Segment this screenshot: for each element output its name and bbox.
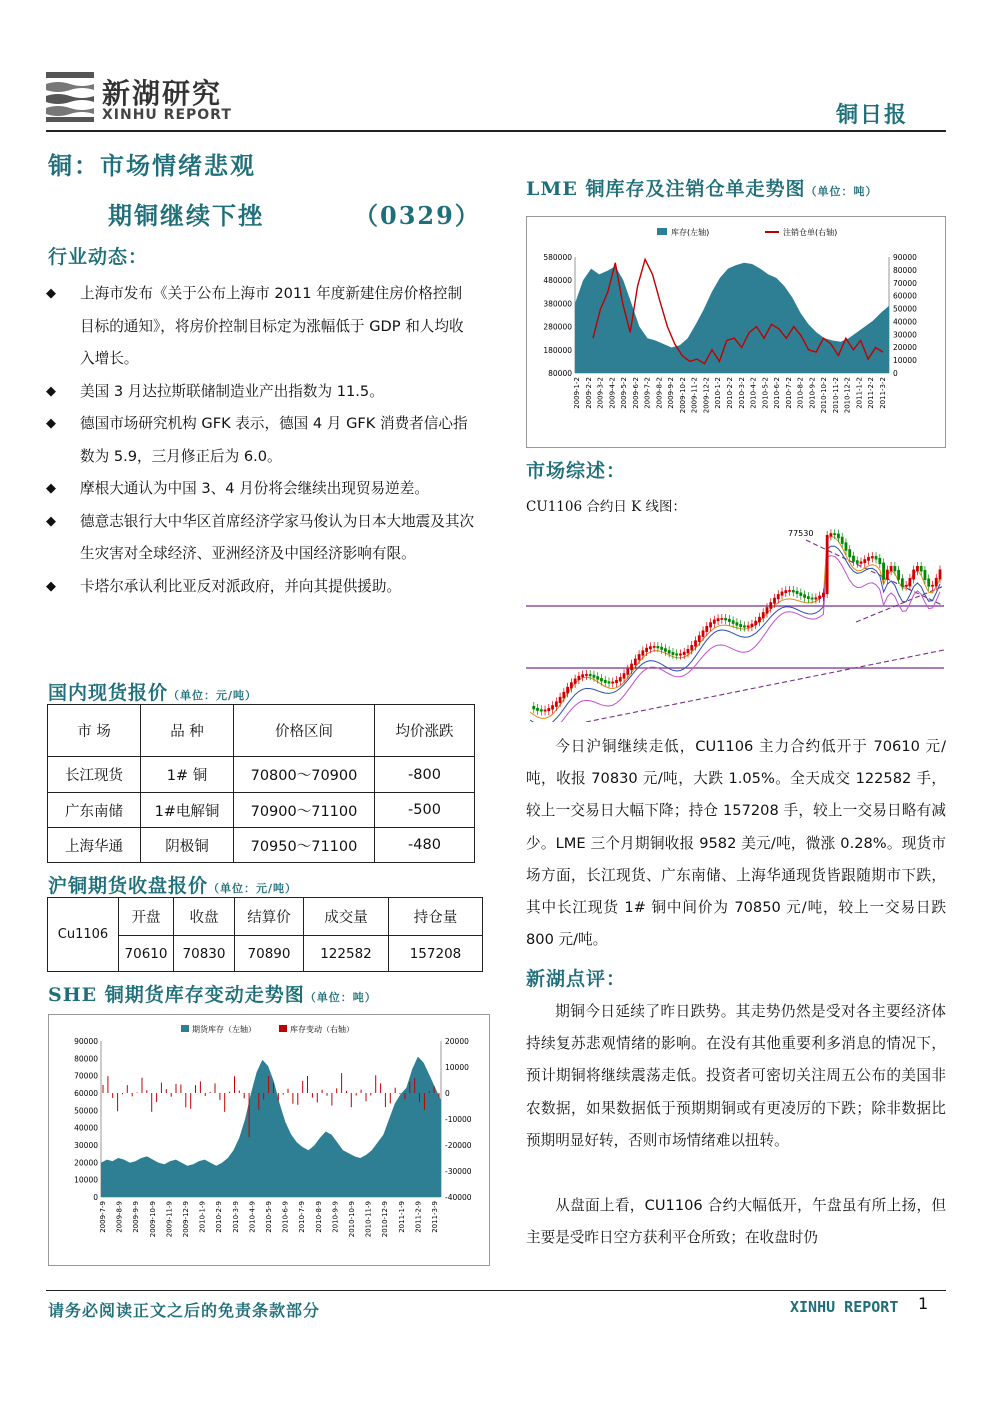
candle-body bbox=[562, 692, 565, 698]
list-item: ◆ 卡塔尔承认利比亚反对派政府，并向其提供援助。 bbox=[46, 571, 476, 604]
candle-body bbox=[713, 620, 716, 624]
candle-body bbox=[848, 549, 851, 557]
contract-cell: Cu1106 bbox=[48, 898, 119, 972]
x-tick-label: 2010-9-9 bbox=[331, 1201, 340, 1233]
x-tick-label: 2011-1-2 bbox=[855, 377, 864, 409]
candle-body bbox=[803, 594, 806, 597]
candle-body bbox=[615, 680, 618, 683]
legend-label: 库存变动（右轴） bbox=[290, 1025, 354, 1034]
candle-body bbox=[702, 630, 705, 636]
candle-body bbox=[566, 687, 569, 693]
candle-body bbox=[611, 682, 614, 684]
candle-body bbox=[758, 617, 761, 622]
report-type: 铜日报 bbox=[836, 103, 909, 128]
table-header: 收盘 bbox=[174, 898, 235, 936]
right-tick-label: 70000 bbox=[893, 278, 917, 288]
candle-body bbox=[645, 648, 648, 652]
footer-rule bbox=[46, 1290, 946, 1291]
candle-body bbox=[875, 556, 878, 559]
kline-title: CU1106 合约日 K 线图： bbox=[526, 499, 687, 515]
she-heading: SHE 铜期货库存变动走势图（单位：吨） bbox=[48, 984, 377, 1006]
candle-body bbox=[901, 578, 904, 586]
candle-body bbox=[863, 559, 866, 563]
x-tick-label: 2010-8-2 bbox=[796, 377, 805, 409]
x-tick-label: 2010-4-9 bbox=[248, 1201, 257, 1233]
candle-body bbox=[581, 674, 584, 677]
x-tick-label: 2011-1-9 bbox=[397, 1201, 406, 1233]
list-item: ◆ 摩根大通认为中国 3、4 月份将会继续出现贸易逆差。 bbox=[46, 473, 476, 506]
x-tick-label: 2009-3-2 bbox=[596, 377, 605, 409]
table-header: 均价涨跌 bbox=[375, 705, 475, 757]
diamond-icon: ◆ bbox=[46, 416, 56, 431]
x-tick-label: 2010-6-2 bbox=[773, 377, 782, 409]
candle-body bbox=[822, 593, 825, 597]
candle-body bbox=[830, 533, 833, 536]
candle-body bbox=[544, 710, 547, 712]
x-tick-label: 2009-7-2 bbox=[643, 377, 652, 409]
kline-peak-label: 77530 bbox=[788, 529, 814, 538]
candle-body bbox=[762, 612, 765, 618]
x-tick-label: 2010-9-2 bbox=[808, 377, 817, 409]
candle-body bbox=[867, 557, 870, 561]
candle-body bbox=[690, 645, 693, 650]
kline-chart bbox=[526, 526, 944, 722]
candle-body bbox=[724, 618, 727, 620]
candle-body bbox=[596, 676, 599, 679]
table-header: 持仓量 bbox=[389, 898, 483, 936]
x-tick-label: 2010-2-2 bbox=[726, 377, 734, 409]
lme-stock-area bbox=[575, 263, 889, 373]
candle-body bbox=[664, 648, 667, 651]
candle-body bbox=[683, 652, 686, 655]
x-tick-label: 2009-12-9 bbox=[182, 1201, 190, 1238]
industry-list bbox=[46, 278, 476, 603]
legend-swatch-area bbox=[657, 228, 667, 235]
candle-body bbox=[909, 578, 912, 586]
candle-body bbox=[841, 537, 844, 544]
candle-body bbox=[679, 654, 682, 656]
footer-brand: XINHU REPORT bbox=[790, 1298, 899, 1316]
x-tick-label: 2010-7-9 bbox=[298, 1201, 307, 1233]
candle-body bbox=[924, 570, 927, 580]
candle-body bbox=[837, 534, 840, 539]
footer-disclaimer: 请务必阅读正文之后的免责条款部分 bbox=[48, 1301, 321, 1320]
industry-heading: 行业动态： bbox=[48, 246, 149, 268]
candle-body bbox=[619, 677, 622, 681]
candle-body bbox=[732, 620, 735, 623]
futures-heading: 沪铜期货收盘报价（单位：元/吨） bbox=[48, 875, 298, 897]
left-tick-label: 80000 bbox=[548, 369, 572, 378]
candle-body bbox=[540, 709, 543, 711]
x-tick-label: 2011-3-2 bbox=[879, 377, 887, 409]
right-tick-label: 40000 bbox=[893, 317, 917, 327]
right-tick-label: 60000 bbox=[893, 291, 917, 301]
diamond-icon: ◆ bbox=[46, 481, 56, 496]
candle-body bbox=[833, 533, 836, 535]
candle-body bbox=[735, 622, 738, 625]
x-tick-label: 2010-10-9 bbox=[348, 1201, 356, 1238]
x-tick-label: 2011-3-9 bbox=[431, 1201, 439, 1233]
x-tick-label: 2010-11-9 bbox=[364, 1201, 373, 1238]
left-tick-label: 380000 bbox=[543, 299, 572, 309]
candle-body bbox=[792, 590, 795, 592]
candle-body bbox=[660, 647, 663, 650]
candle-body bbox=[916, 566, 919, 571]
lme-chart-svg bbox=[527, 217, 945, 447]
title-line2: 期铜继续下挫 bbox=[108, 201, 264, 230]
candle-body bbox=[705, 626, 708, 632]
x-tick-label: 2010-6-9 bbox=[281, 1201, 290, 1233]
candle-body bbox=[912, 570, 915, 580]
left-tick-label: 180000 bbox=[543, 345, 572, 355]
candle-body bbox=[559, 697, 562, 703]
x-tick-label: 2010-5-2 bbox=[761, 377, 770, 409]
legend-swatch-bar bbox=[279, 1025, 287, 1032]
left-tick-label: 30000 bbox=[74, 1141, 98, 1150]
candle-body bbox=[886, 570, 889, 580]
left-tick-label: 60000 bbox=[74, 1089, 98, 1098]
x-tick-label: 2011-2-2 bbox=[867, 377, 876, 409]
candle-body bbox=[593, 675, 596, 678]
candle-body bbox=[781, 592, 784, 596]
table-row: 70610 70830 70890 122582 157208 bbox=[48, 936, 483, 972]
logo-mark-icon bbox=[46, 72, 94, 122]
comment-paragraph-1: 期铜今日延续了昨日跌势。其走势仍然是受对各主要经济体持续复苏悲观情绪的影响。在没有其他重要利多消息的情况下，预计期铜将继续震荡走低。投资者可密切关注周五公布的美国非农数据，如果数据低于预期期铜或有更凌厉的下跌；除非数据比预期明显好转，否则市场情绪难以扭转。 bbox=[526, 1003, 946, 1149]
x-tick-label: 2009-9-9 bbox=[132, 1201, 141, 1233]
table-header: 价格区间 bbox=[234, 705, 375, 757]
lme-heading: LME 铜库存及注销仓单走势图（单位：吨） bbox=[526, 178, 878, 200]
she-chart bbox=[48, 1014, 490, 1266]
right-tick-label: 10000 bbox=[445, 1063, 469, 1072]
candle-body bbox=[852, 556, 855, 562]
x-tick-label: 2009-11-9 bbox=[165, 1201, 174, 1238]
x-tick-label: 2010-7-2 bbox=[784, 377, 793, 409]
candle-body bbox=[547, 708, 550, 711]
list-item: ◆ 德国市场研究机构 GFK 表示，德国 4 月 GFK 消费者信心指数为 5.9，三月修正后为 6.0。 bbox=[46, 408, 476, 473]
kline-chart-svg bbox=[526, 526, 944, 722]
header-rule bbox=[46, 130, 946, 132]
table-row: 上海华通 阴极铜 70950～71100 -480 bbox=[48, 828, 475, 863]
x-tick-label: 2010-3-9 bbox=[231, 1201, 240, 1233]
right-tick-label: 0 bbox=[893, 369, 898, 378]
x-tick-label: 2010-11-2 bbox=[831, 377, 840, 414]
candle-body bbox=[649, 646, 652, 649]
candle-body bbox=[608, 681, 611, 683]
comment-heading: 新湖点评： bbox=[526, 968, 627, 990]
candle-body bbox=[536, 708, 539, 711]
x-tick-label: 2009-4-2 bbox=[608, 377, 617, 409]
x-tick-label: 2011-2-9 bbox=[414, 1201, 423, 1233]
candle-body bbox=[769, 602, 772, 608]
x-tick-label: 2009-8-2 bbox=[655, 377, 664, 409]
logo bbox=[46, 70, 246, 126]
candle-body bbox=[777, 594, 780, 599]
candle-body bbox=[882, 563, 885, 580]
candle-body bbox=[871, 556, 874, 558]
she-stock-area bbox=[101, 1057, 441, 1197]
right-tick-label: 0 bbox=[445, 1089, 450, 1098]
candle-body bbox=[754, 621, 757, 625]
table-header: 开盘 bbox=[119, 898, 174, 936]
table-row: 广东南储 1#电解铜 70900～71100 -500 bbox=[48, 793, 475, 828]
ma-line bbox=[530, 556, 940, 722]
candle-body bbox=[585, 674, 588, 676]
candle-body bbox=[878, 558, 881, 564]
list-item: ◆ 德意志银行大中华区首席经济学家马俊认为日本大地震及其次生灾害对全球经济、亚洲经济及中国经济影响有限。 bbox=[46, 506, 476, 571]
table-header: 市 场 bbox=[48, 705, 141, 757]
candle-body bbox=[920, 566, 923, 571]
candle-body bbox=[656, 646, 659, 648]
comment-paragraph-2: 从盘面上看，CU1106 合约大幅低开，午盘虽有所上扬，但主要是受昨日空方获利平仓所致；在收盘时仍 bbox=[526, 1197, 946, 1247]
title-date: （0329） bbox=[354, 201, 481, 230]
candle-body bbox=[653, 646, 656, 648]
candle-body bbox=[893, 566, 896, 571]
x-tick-label: 2009-7-9 bbox=[99, 1201, 107, 1233]
candle-body bbox=[897, 570, 900, 580]
left-tick-label: 50000 bbox=[74, 1106, 98, 1116]
right-tick-label: 30000 bbox=[893, 330, 917, 340]
right-tick-label: -40000 bbox=[445, 1193, 472, 1202]
candle-body bbox=[574, 679, 577, 684]
candle-body bbox=[766, 607, 769, 614]
candle-body bbox=[687, 649, 690, 653]
x-tick-label: 2009-2-2 bbox=[584, 377, 593, 409]
legend-label: 库存(左轴) bbox=[671, 228, 710, 237]
trend-line bbox=[856, 586, 944, 622]
candle-body bbox=[931, 585, 934, 587]
left-tick-label: 40000 bbox=[74, 1123, 98, 1133]
candle-body bbox=[796, 591, 799, 594]
right-tick-label: -20000 bbox=[445, 1141, 472, 1150]
candle-body bbox=[709, 622, 712, 627]
candle-body bbox=[818, 596, 821, 599]
candle-body bbox=[814, 597, 817, 599]
logo-cn: 新湖研究 bbox=[102, 77, 223, 110]
market-paragraph: 今日沪铜继续走低，CU1106 主力合约低开于 70610 元/吨，收报 70830 元/吨，大跌 1.05%。全天成交 122582 手，较上一交易日大幅下降；持仓 157208 手，较上一交易日略有减少。LME 三个月期铜收报 9582 美元/吨，微涨 0.28%。现货市场方面，长江现货、广东南储、上海华通现货皆跟随期市下跌，其中长江现货 1# 铜中间价为 70850 元/吨，较上一交易日跌 800 元/吨。 bbox=[526, 738, 946, 949]
candle-body bbox=[860, 562, 863, 564]
left-tick-label: 80000 bbox=[74, 1054, 98, 1064]
table-header: 成交量 bbox=[304, 898, 389, 936]
candle-body bbox=[845, 542, 848, 550]
candle-body bbox=[799, 592, 802, 595]
x-tick-label: 2009-12-2 bbox=[702, 377, 711, 414]
legend-label: 期货库存（左轴） bbox=[192, 1025, 256, 1034]
left-tick-label: 90000 bbox=[74, 1037, 98, 1046]
candle-body bbox=[551, 705, 554, 709]
left-tick-label: 480000 bbox=[543, 276, 572, 286]
x-tick-label: 2010-8-9 bbox=[314, 1201, 323, 1233]
candle-body bbox=[694, 640, 697, 646]
candle-body bbox=[856, 560, 859, 563]
x-tick-label: 2009-5-2 bbox=[620, 377, 629, 409]
legend-swatch-area bbox=[181, 1025, 189, 1032]
diamond-icon: ◆ bbox=[46, 383, 56, 399]
candle-body bbox=[675, 653, 678, 655]
table-header: 结算价 bbox=[235, 898, 304, 936]
x-tick-label: 2009-6-2 bbox=[631, 377, 640, 409]
candle-body bbox=[905, 585, 908, 587]
candle-body bbox=[626, 669, 629, 675]
candle-body bbox=[668, 650, 671, 653]
candle-body bbox=[630, 664, 633, 671]
candle-body bbox=[739, 624, 742, 627]
x-tick-label: 2010-3-2 bbox=[737, 377, 746, 409]
title-line1: 铜：市场情绪悲观 bbox=[48, 151, 256, 180]
x-tick-label: 2009-11-2 bbox=[690, 377, 699, 414]
left-tick-label: 280000 bbox=[543, 322, 572, 332]
left-tick-label: 20000 bbox=[74, 1158, 98, 1168]
right-tick-label: 20000 bbox=[445, 1037, 469, 1046]
x-tick-label: 2009-8-9 bbox=[115, 1201, 124, 1233]
candle-body bbox=[935, 578, 938, 586]
left-tick-label: 70000 bbox=[74, 1071, 98, 1081]
candle-body bbox=[604, 680, 607, 683]
candle-body bbox=[532, 706, 535, 709]
right-tick-label: 20000 bbox=[893, 343, 917, 353]
candle-body bbox=[555, 701, 558, 706]
candle-body bbox=[577, 676, 580, 680]
list-item: ◆ 美国 3 月达拉斯联储制造业产出指数为 11.5。 bbox=[46, 376, 476, 409]
lme-chart bbox=[526, 216, 946, 448]
left-tick-label: 0 bbox=[93, 1193, 98, 1202]
right-tick-label: 90000 bbox=[893, 253, 917, 262]
candle-body bbox=[939, 569, 942, 579]
candle-body bbox=[743, 625, 746, 627]
candle-body bbox=[826, 535, 829, 594]
legend-swatch-line bbox=[765, 231, 779, 233]
right-tick-label: 50000 bbox=[893, 304, 917, 314]
table-header: 品 种 bbox=[141, 705, 234, 757]
she-chart-svg bbox=[49, 1015, 489, 1265]
candle-body bbox=[634, 659, 637, 665]
x-tick-label: 2010-1-2 bbox=[714, 377, 723, 409]
candle-body bbox=[807, 596, 810, 599]
page-number: 1 bbox=[918, 1294, 929, 1313]
x-tick-label: 2010-10-2 bbox=[820, 377, 829, 414]
candle-body bbox=[788, 590, 791, 592]
ma-line bbox=[530, 546, 940, 722]
candle-body bbox=[600, 678, 603, 681]
right-tick-label: 10000 bbox=[893, 356, 917, 366]
candle-body bbox=[927, 578, 930, 586]
right-tick-label: -30000 bbox=[445, 1167, 472, 1176]
diamond-icon: ◆ bbox=[46, 286, 56, 301]
list-item: ◆ 上海市发布《关于公布上海市 2011 年度新建住房价格控制目标的通知》，将房价控制目标定为涨幅低于 GDP 和人均收入增长。 bbox=[46, 278, 476, 376]
diamond-icon: ◆ bbox=[46, 513, 56, 529]
table-row: 长江现货 1# 铜 70800～70900 -800 bbox=[48, 757, 475, 793]
x-tick-label: 2010-2-9 bbox=[215, 1201, 224, 1233]
x-tick-label: 2009-10-9 bbox=[148, 1201, 157, 1238]
spot-table bbox=[47, 704, 475, 863]
diamond-icon: ◆ bbox=[46, 578, 56, 594]
candle-body bbox=[751, 624, 754, 627]
candle-body bbox=[698, 635, 701, 642]
x-tick-label: 2010-12-2 bbox=[843, 377, 852, 414]
logo-en: XINHU REPORT bbox=[102, 107, 232, 123]
candle-body bbox=[720, 618, 723, 620]
legend-label: 注销仓单(右轴) bbox=[783, 228, 838, 237]
candle-body bbox=[570, 682, 573, 688]
x-tick-label: 2009-1-2 bbox=[573, 377, 581, 409]
left-tick-label: 580000 bbox=[543, 253, 572, 262]
spot-heading: 国内现货报价（单位：元/吨） bbox=[48, 682, 258, 704]
candle-body bbox=[589, 674, 592, 676]
candle-body bbox=[811, 598, 814, 600]
candle-body bbox=[623, 673, 626, 678]
candle-body bbox=[638, 654, 641, 660]
candle-body bbox=[717, 618, 720, 621]
x-tick-label: 2009-10-2 bbox=[678, 377, 687, 414]
x-tick-label: 2010-12-9 bbox=[381, 1201, 390, 1238]
candle-body bbox=[773, 598, 776, 604]
x-tick-label: 2010-5-9 bbox=[265, 1201, 273, 1233]
right-tick-label: 80000 bbox=[893, 265, 917, 275]
candle-body bbox=[890, 566, 893, 571]
candle-body bbox=[672, 652, 675, 655]
right-tick-label: -10000 bbox=[445, 1115, 472, 1124]
candle-body bbox=[784, 590, 787, 593]
candle-body bbox=[747, 625, 750, 627]
x-tick-label: 2010-4-2 bbox=[749, 377, 758, 409]
market-heading: 市场综述： bbox=[526, 460, 627, 482]
candle-body bbox=[728, 619, 731, 622]
x-tick-label: 2009-9-2 bbox=[667, 377, 676, 409]
futures-table bbox=[47, 897, 483, 972]
x-tick-label: 2010-1-9 bbox=[198, 1201, 207, 1233]
left-tick-label: 10000 bbox=[74, 1175, 98, 1185]
candle-body bbox=[641, 650, 644, 655]
